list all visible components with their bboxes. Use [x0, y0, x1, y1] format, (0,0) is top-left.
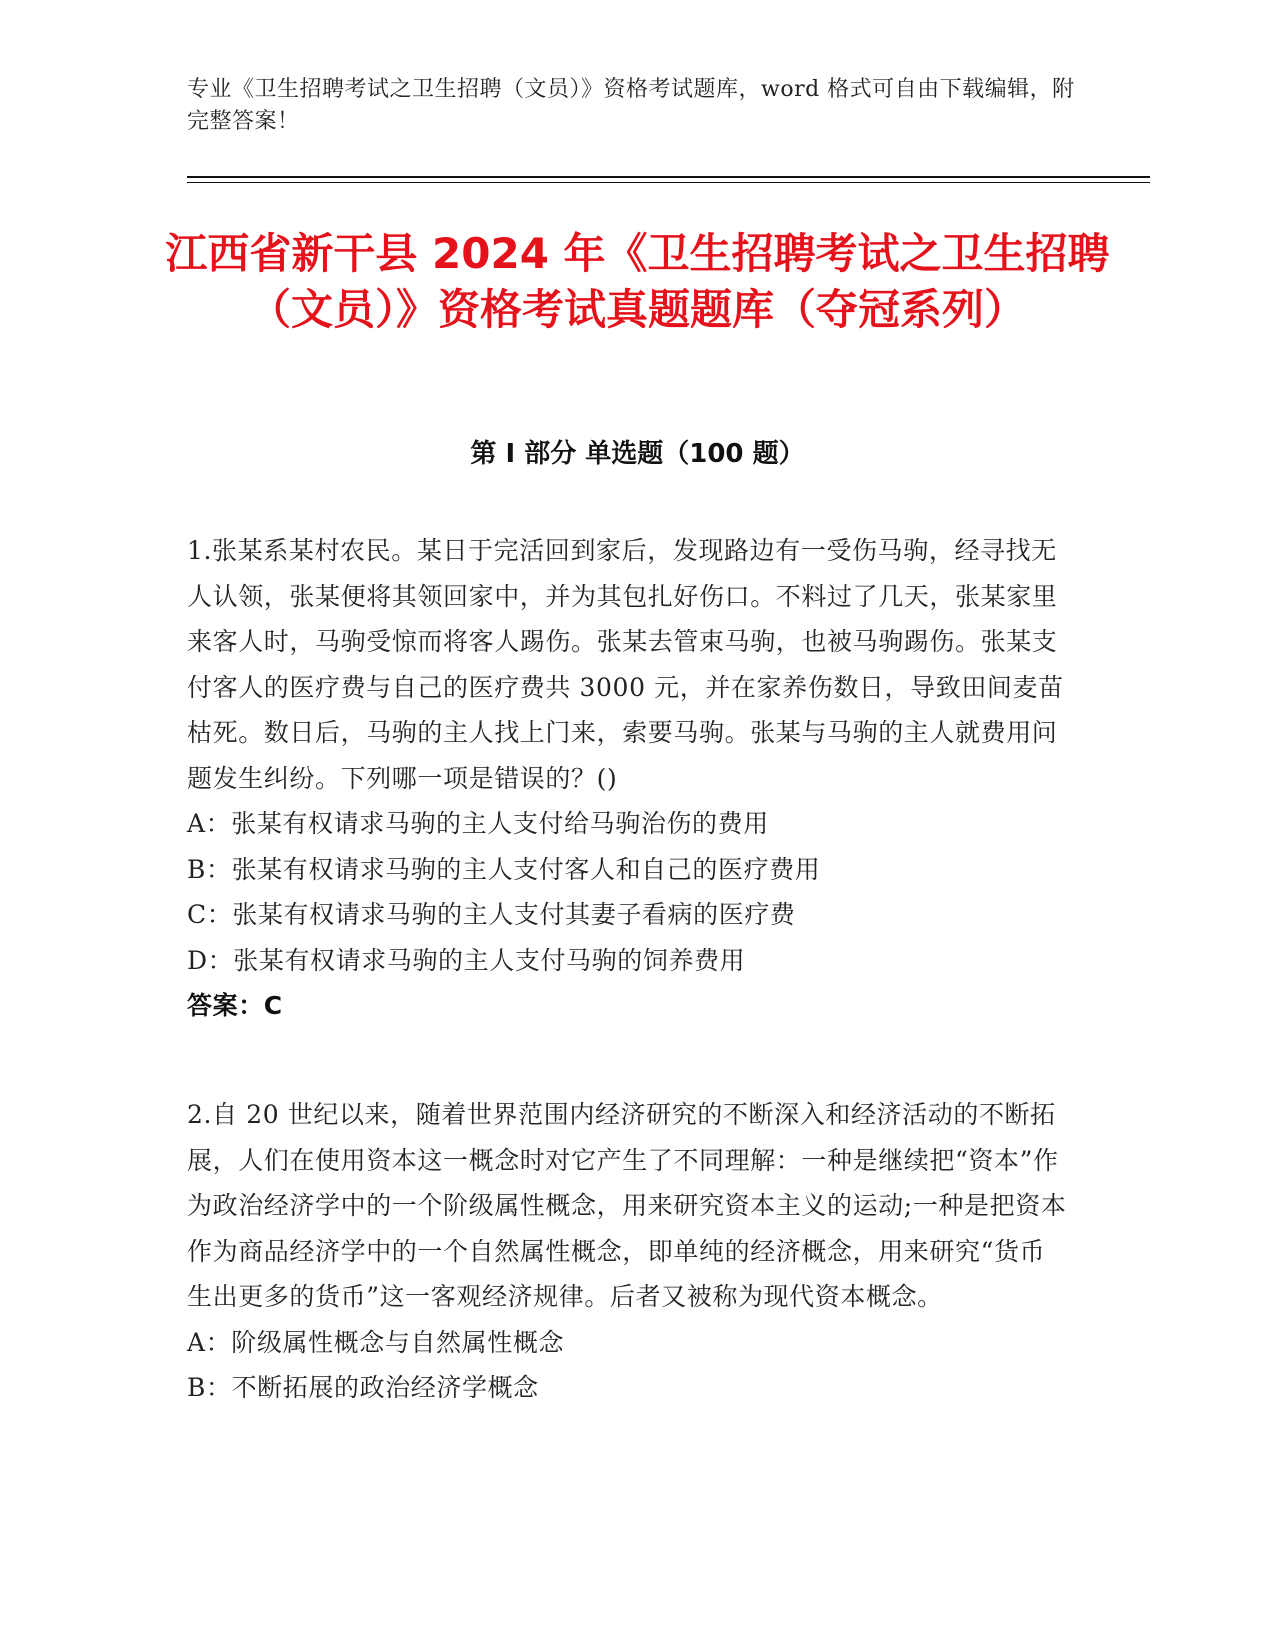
question-stem: 2.自 20 世纪以来，随着世界范围内经济研究的不断深入和经济活动的不断拓展，人们在使用资本这一概念时对它产生了不同理解：一种是继续把“资本”作为政治经济学中的一个阶级属性概念，用来研究资本主义的运动;一种是把资本作为商品经济学中的一个自然属性概念，即单纯的经济概念，用来研究“货币生出更多的货币”这一客观经济规律。后者又被称为现代资本概念。: [187, 1100, 1067, 1311]
option-c: C：张某有权请求马驹的主人支付其妻子看病的医疗费: [187, 900, 796, 929]
header-note: 专业《卫生招聘考试之卫生招聘（文员）》资格考试题库，word 格式可自由下载编辑，附完整答案！: [187, 77, 1075, 134]
section-title: 第 I 部分 单选题（100 题）: [470, 439, 805, 469]
option-a: A：张某有权请求马驹的主人支付给马驹治伤的费用: [187, 809, 769, 838]
question-2: [187, 1092, 1067, 1411]
question-stem: 1.张某系某村农民。某日于完活回到家后，发现路边有一受伤马驹，经寻找无人认领，张某便将其领回家中，并为其包扎好伤口。不料过了几天，张某家里来客人时，马驹受惊而将客人踢伤。张某去管束马驹，也被马驹踢伤。张某支付客人的医疗费与自己的医疗费共 3000 元，并在家养伤数日，导致田间麦苗枯死。数日后，马驹的主人找上门来，索要马驹。张某与马驹的主人就费用问题发生纠纷。下列哪一项是错误的？(): [187, 536, 1064, 793]
answer: 答案：C: [187, 991, 283, 1020]
document-title: 江西省新干县 2024 年《卫生招聘考试之卫生招聘（文员）》资格考试真题题库（夺冠系列）: [165, 229, 1110, 334]
option-b: B：张某有权请求马驹的主人支付客人和自己的医疗费用: [187, 854, 821, 884]
option-a: A：阶级属性概念与自然属性概念: [187, 1327, 565, 1357]
option-d: D：张某有权请求马驹的主人支付马驹的饲养费用: [187, 945, 746, 975]
question-1: [187, 528, 1067, 1029]
header-divider-thick: [187, 176, 1150, 178]
option-b: B：不断拓展的政治经济学概念: [187, 1373, 539, 1402]
header-divider-thin: [187, 182, 1150, 183]
